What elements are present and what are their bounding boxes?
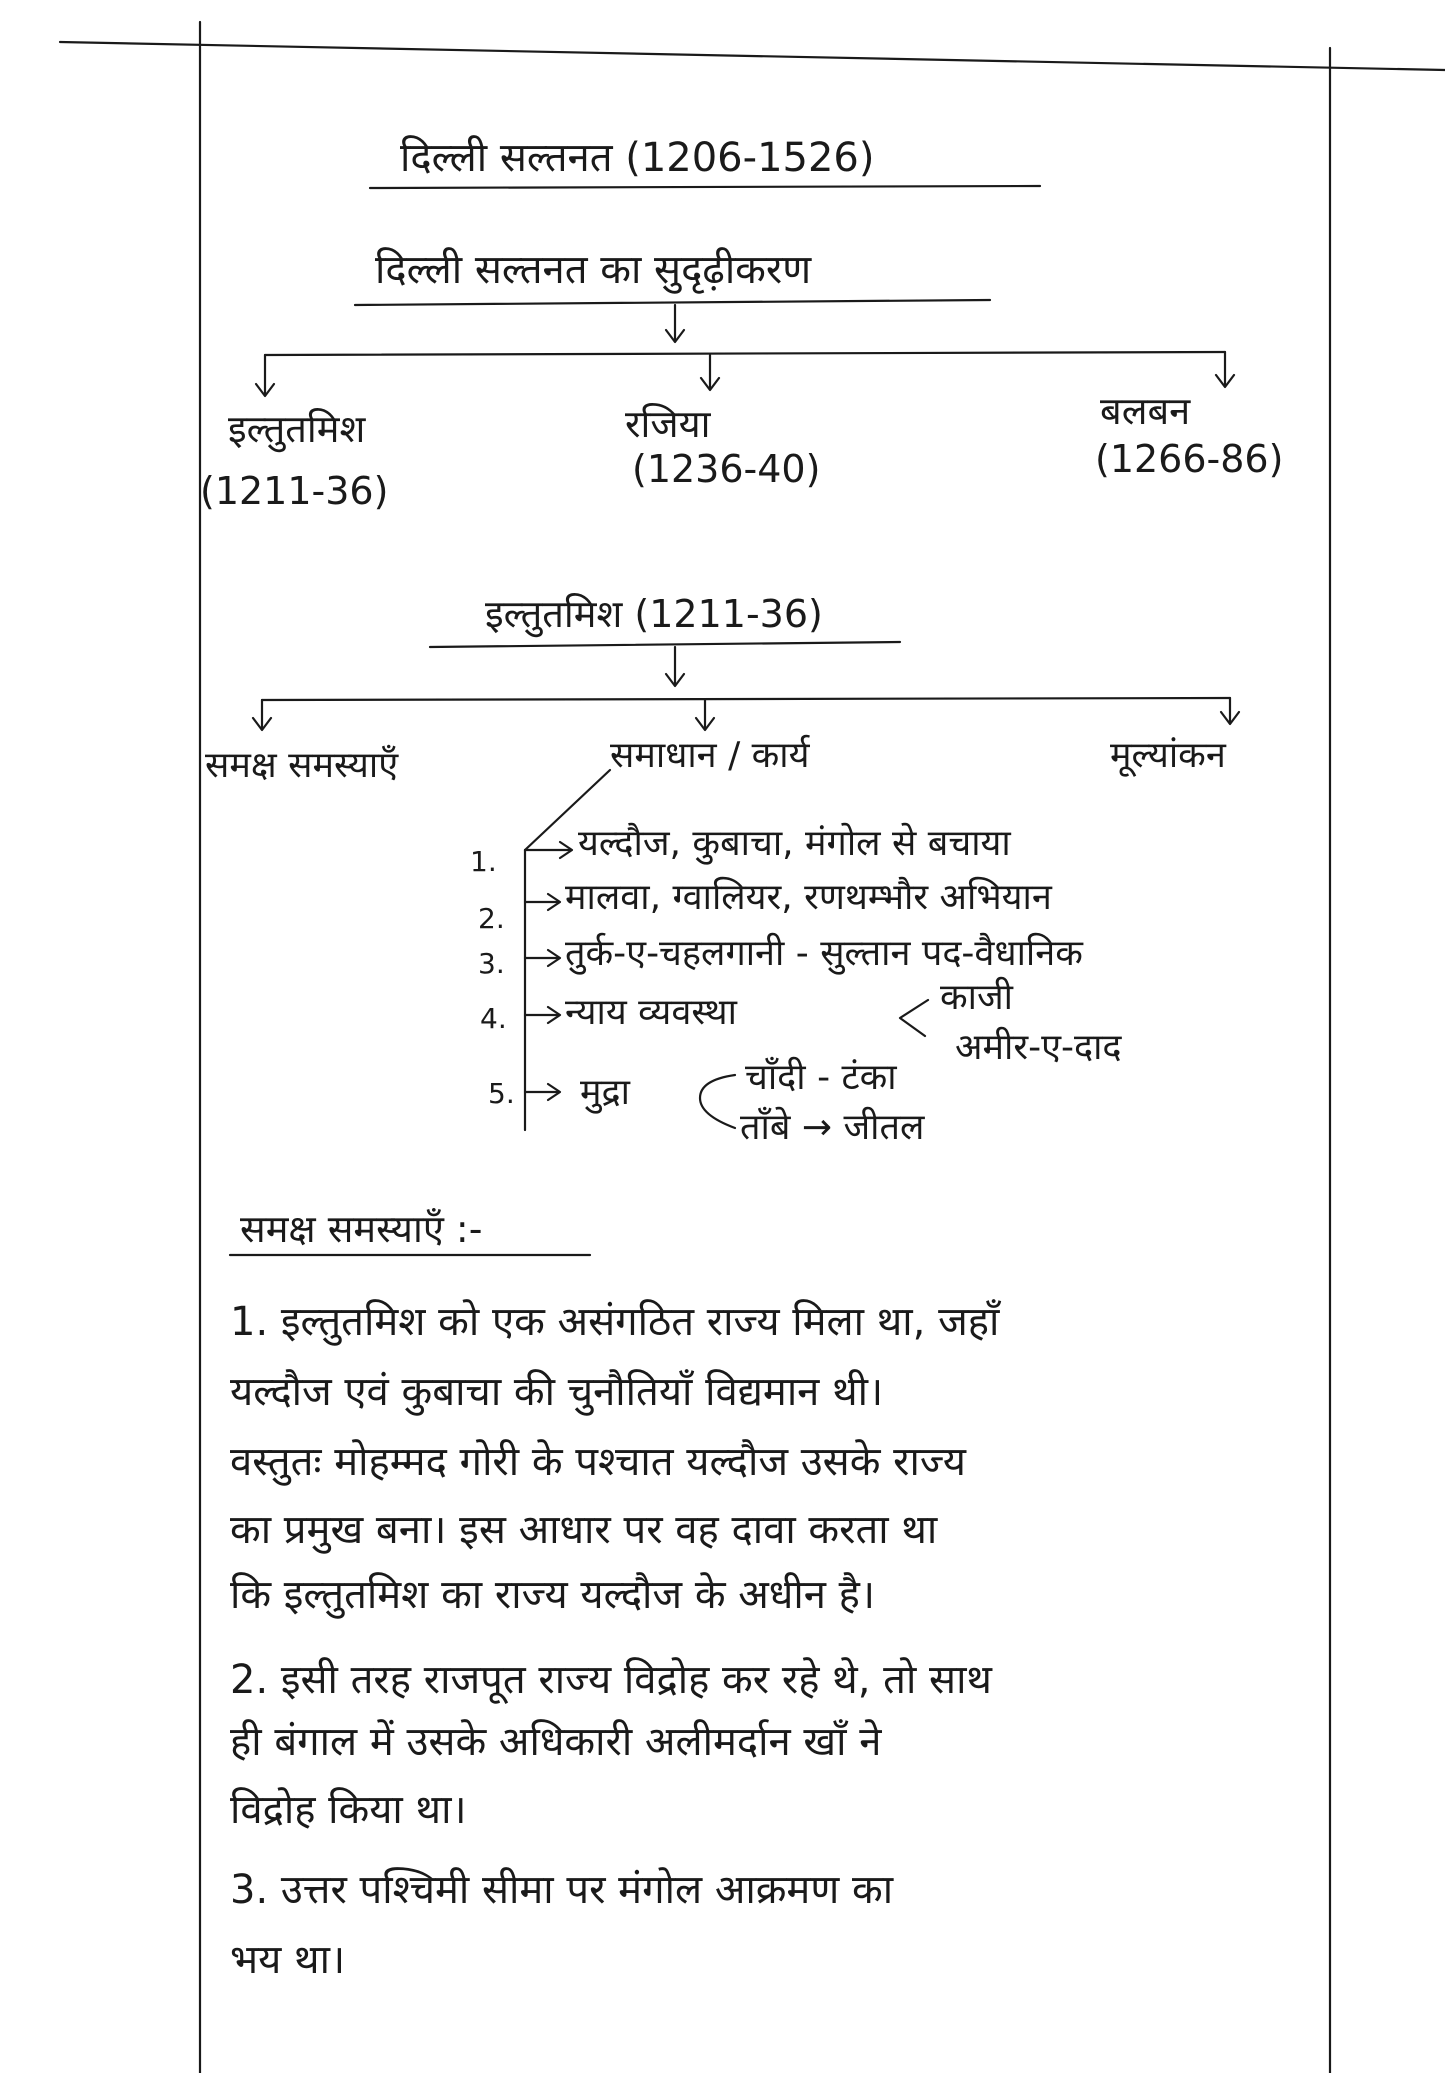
paragraph-line: 2. इसी तरह राजपूत राज्य विद्रोह कर रहे थे, तो साथ — [230, 1657, 992, 1703]
list-subitem: अमीर-ए-दाद — [955, 1027, 1122, 1068]
subtitle-underline — [355, 300, 990, 305]
list-item: मालवा, ग्वालियर, रणथम्भौर अभियान — [565, 877, 1052, 918]
list-item-number: 4. — [480, 1002, 507, 1035]
list-item: न्याय व्यवस्था — [565, 992, 737, 1033]
page-title: दिल्ली सल्तनत (1206-1526) — [400, 135, 875, 181]
paragraph-line: कि इल्तुतमिश का राज्य यल्दौज के अधीन है। — [230, 1572, 876, 1618]
paragraph-line: 1. इल्तुतमिश को एक असंगठित राज्य मिला था, जहाँ — [230, 1299, 1000, 1345]
list-item: तुर्क-ए-चहलगानी - सुल्तान पद-वैधानिक — [565, 933, 1083, 974]
list-item-number: 1. — [470, 845, 497, 878]
list-item: यल्दौज, कुबाचा, मंगोल से बचाया — [578, 823, 1011, 864]
top-margin-line — [60, 42, 1445, 70]
paragraph-line: 3. उत्तर पश्चिमी सीमा पर मंगोल आक्रमण का — [230, 1867, 894, 1913]
list-subitem: काजी — [940, 977, 1014, 1018]
branch-problems-label: समक्ष समस्याएँ — [205, 745, 399, 786]
iltutmish-heading: इल्तुतमिश (1211-36) — [485, 592, 823, 636]
problems-heading: समक्ष समस्याएँ :- — [240, 1207, 483, 1251]
list-item-number: 2. — [478, 902, 505, 935]
ruler-years: (1266-86) — [1095, 437, 1284, 481]
ruler-years: (1236-40) — [632, 447, 821, 491]
iltutmish-heading-underline — [430, 642, 900, 647]
branch-evaluation-label: मूल्यांकन — [1110, 735, 1226, 776]
ruler-name: बलबन — [1100, 389, 1191, 433]
title-underline — [370, 186, 1040, 188]
page-subtitle: दिल्ली सल्तनत का सुदृढ़ीकरण — [375, 247, 812, 293]
paragraph-line: ही बंगाल में उसके अधिकारी अलीमर्दान खाँ ने — [230, 1719, 882, 1765]
list-item: मुद्रा — [580, 1072, 630, 1113]
ruler-tree-connectors — [256, 305, 1234, 396]
paragraph-line: भय था। — [230, 1937, 346, 1983]
paragraph-line: यल्दौज एवं कुबाचा की चुनौतियाँ विद्यमान थी। — [230, 1369, 884, 1415]
iltutmish-tree-connectors — [253, 647, 1239, 730]
list-item-number: 5. — [488, 1077, 515, 1110]
paragraph-line: विद्रोह किया था। — [230, 1787, 467, 1833]
list-subitem: ताँबे → जीतल — [740, 1107, 925, 1148]
list-subitem: चाँदी - टंका — [745, 1057, 897, 1098]
list-item-number: 3. — [478, 947, 505, 980]
paragraph-line: वस्तुतः मोहम्मद गोरी के पश्चात यल्दौज उसके राज्य — [230, 1439, 966, 1485]
ruler-name: रजिया — [625, 402, 711, 446]
ruler-name: इल्तुतमिश — [228, 407, 366, 451]
ruler-years: (1211-36) — [200, 469, 389, 513]
paragraph-line: का प्रमुख बना। इस आधार पर वह दावा करता था — [230, 1507, 938, 1553]
branch-solutions-label: समाधान / कार्य — [610, 735, 810, 776]
